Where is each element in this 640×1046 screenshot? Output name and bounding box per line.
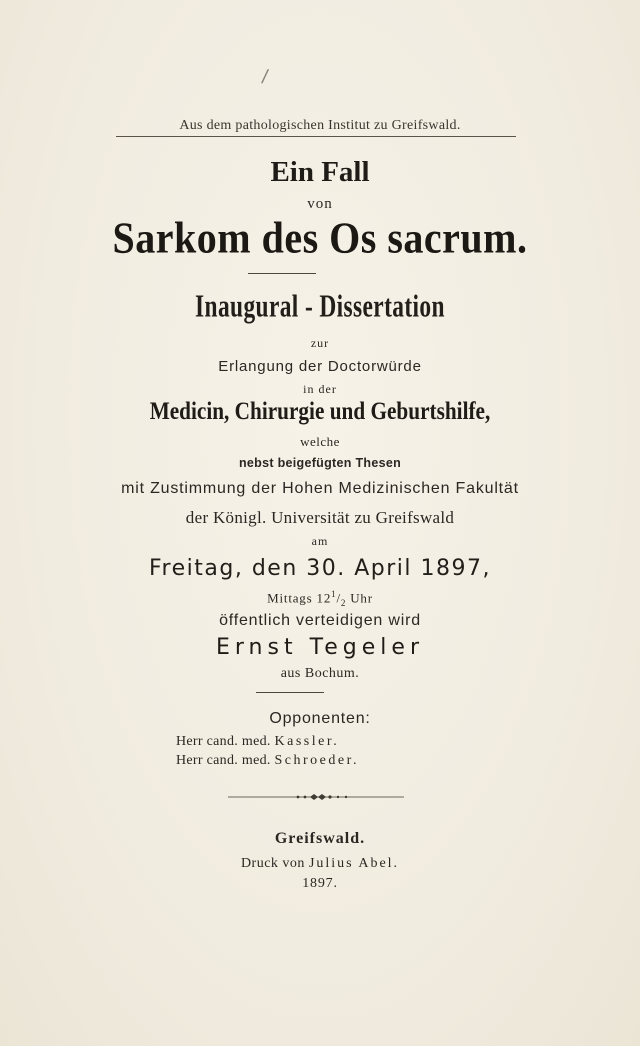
imprint-city: Greifswald. (274, 830, 366, 847)
printer-prefix: Druck von (240, 856, 305, 871)
defense-time: Mittags $12^1/_2$ Uhr (267, 589, 373, 608)
dissertation-heading: Inaugural - Dissertation (195, 289, 445, 324)
title-von: von (307, 196, 333, 212)
author-origin: aus Bochum. (280, 666, 360, 681)
opponent-name: Schroeder. (274, 753, 359, 768)
institute-header: Aus dem pathologischen Institut zu Greifswald. (179, 118, 461, 133)
printer-name: Julius Abel. (308, 856, 400, 871)
opponent-prefix: Herr cand. med. (176, 753, 271, 768)
time-fraction-denominator: 2 (340, 597, 347, 608)
faculty-line: Medicin, Chirurgie und Geburtshilfe, (149, 398, 491, 425)
imprint-year: 1897. (302, 876, 338, 891)
am-text: am (311, 534, 329, 548)
pencil-mark: / (260, 65, 270, 88)
welche-text: welche (300, 434, 340, 449)
title-divider (248, 273, 316, 274)
in-der-text: in der (303, 382, 337, 396)
zustimmung-text: mit Zustimmung der Hohen Medizinischen Fakultät (121, 480, 519, 497)
defense-date: Freitag, den 30. April 1897, (149, 556, 491, 581)
header-rule (116, 136, 516, 137)
title-line-1: Ein Fall (270, 156, 370, 188)
zur-text: zur (310, 336, 330, 350)
ornament-divider (228, 792, 404, 802)
author-divider (256, 692, 324, 693)
time-prefix: Mittags 12 (267, 590, 332, 606)
time-fraction-numerator: 1 (331, 589, 337, 599)
author-name: Ernst Tegeler (215, 635, 424, 660)
title-line-2: Sarkom des Os sacrum. (112, 212, 528, 263)
erlangung-text: Erlangung der Doctorwürde (218, 358, 422, 375)
opponents-heading: Opponenten: (269, 710, 371, 727)
opponent-line (176, 734, 339, 750)
imprint-printer (0, 856, 640, 872)
oeffentlich-text: öffentlich verteidigen wird (219, 612, 421, 629)
time-suffix: Uhr (350, 590, 373, 606)
universitaet-text: der Königl. Universität zu Greifswald (185, 508, 455, 527)
opponent-prefix: Herr cand. med. (176, 734, 271, 749)
opponent-name: Kassler. (274, 734, 340, 749)
opponent-line (176, 753, 359, 769)
thesen-text: nebst beigefügten Thesen (238, 456, 402, 470)
